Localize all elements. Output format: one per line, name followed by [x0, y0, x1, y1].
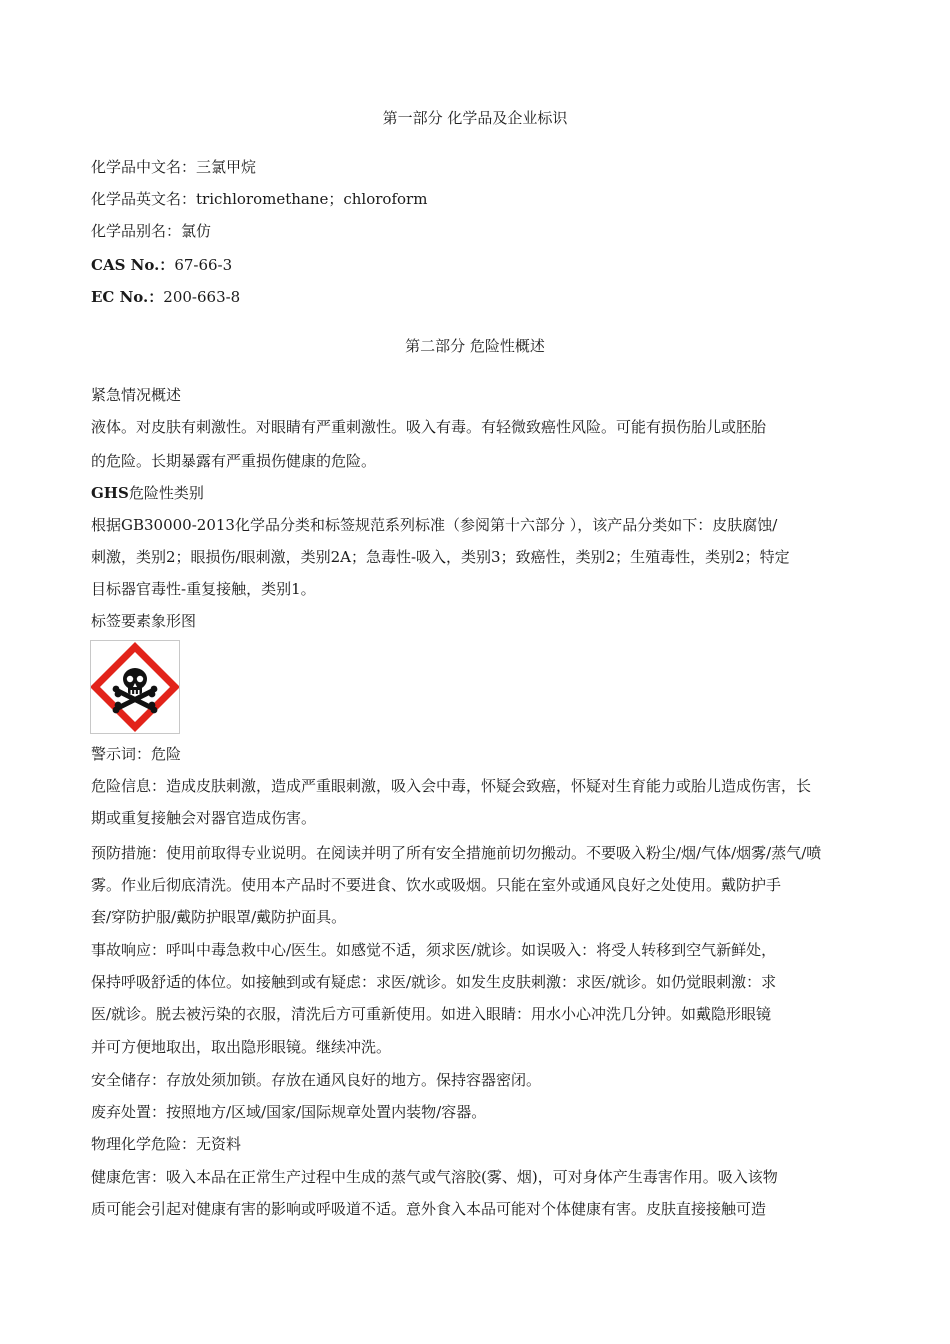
ec-row: [91, 287, 240, 307]
prevention-line: 预防措施：使用前取得专业说明。在阅读并明了所有安全措施前切勿搬动。不要吸入粉尘/烟/气体/烟雾/蒸气/喷: [91, 844, 822, 862]
response-line: 保持呼吸舒适的体位。如接触到或有疑虑：求医/就诊。如发生皮肤刺激：求医/就诊。如仍觉眼刺激：求: [91, 973, 777, 991]
ghs-heading: [91, 483, 204, 503]
ghs-heading-rest: 危险性类别: [128, 484, 204, 502]
english-name-label: 化学品英文名：: [91, 190, 197, 208]
chinese-name-row: [91, 157, 256, 177]
hazard-line: 危险信息：造成皮肤刺激，造成严重眼刺激，吸入会中毒，怀疑会致癌，怀疑对生育能力或胎儿造成伤害，长: [91, 777, 812, 795]
section2-title: 第二部分 危险性概述: [405, 337, 545, 355]
disposal-line: 废弃处置：按照地方/区域/国家/国际规章处置内装物/容器。: [91, 1103, 487, 1121]
emergency-line: 的危险。长期暴露有严重损伤健康的危险。: [91, 452, 377, 470]
section1-title: 第一部分 化学品及企业标识: [382, 109, 568, 127]
cas-row: [91, 255, 232, 275]
pictogram-heading: 标签要素象形图: [91, 612, 197, 630]
response-line: 并可方便地取出，取出隐形眼镜。继续冲洗。: [91, 1038, 392, 1056]
cas-label: CAS No.：: [91, 256, 175, 274]
chinese-name-value: 三氯甲烷: [196, 158, 257, 176]
emergency-line: 液体。对皮肤有刺激性。对眼睛有严重刺激性。吸入有毒。有轻微致癌性风险。可能有损伤胎儿或胚胎: [91, 418, 767, 436]
english-name-value: trichloromethane；chloroform: [196, 190, 428, 208]
signal-word: 警示词：危险: [91, 745, 182, 763]
cas-value: 67-66-3: [174, 256, 233, 274]
alias-value: 氯仿: [181, 222, 212, 240]
ec-label: EC No.：: [91, 288, 164, 306]
health-line: 质可能会引起对健康有害的影响或呼吸道不适。意外食入本品可能对个体健康有害。皮肤直接接触可造: [91, 1200, 767, 1218]
skull-crossbones-icon: [91, 641, 179, 733]
ghs-line: 刺激，类别2；眼损伤/眼刺激，类别2A；急毒性-吸入，类别3；致癌性，类别2；生殖毒性，类别2；特定: [91, 548, 790, 566]
alias-label: 化学品别名：: [91, 222, 182, 240]
storage-line: 安全储存：存放处须加锁。存放在通风良好的地方。保持容器密闭。: [91, 1071, 542, 1089]
ghs-heading-bold: GHS: [91, 484, 129, 502]
alias-row: [91, 221, 211, 241]
ec-value: 200-663-8: [163, 288, 241, 306]
ghs-line: 根据GB30000-2013化学品分类和标签规范系列标准（参阅第十六部分 ），该产品分类如下：皮肤腐蚀/: [91, 516, 778, 534]
english-name-row: [91, 189, 427, 209]
response-line: 事故响应：呼叫中毒急救中心/医生。如感觉不适，须求医/就诊。如误吸入：将受人转移到空气新鲜处，: [91, 941, 777, 959]
prevention-line: 雾。作业后彻底清洗。使用本产品时不要进食、饮水或吸烟。只能在室外或通风良好之处使用。戴防护手: [91, 876, 782, 894]
physchem-line: 物理化学危险：无资料: [91, 1135, 242, 1153]
hazard-line: 期或重复接触会对器官造成伤害。: [91, 809, 317, 827]
response-line: 医/就诊。脱去被污染的衣服，清洗后方可重新使用。如进入眼睛：用水小心冲洗几分钟。如戴隐形眼镜: [91, 1005, 772, 1023]
chinese-name-label: 化学品中文名：: [91, 158, 197, 176]
prevention-line: 套/穿防护服/戴防护眼罩/戴防护面具。: [91, 908, 347, 926]
ghs-line: 目标器官毒性-重复接触，类别1。: [91, 580, 316, 598]
health-line: 健康危害：吸入本品在正常生产过程中生成的蒸气或气溶胶(雾、烟)，可对身体产生毒害作用。吸入该物: [91, 1168, 778, 1186]
ghs-pictogram: [90, 640, 180, 734]
emergency-heading: 紧急情况概述: [91, 386, 182, 404]
